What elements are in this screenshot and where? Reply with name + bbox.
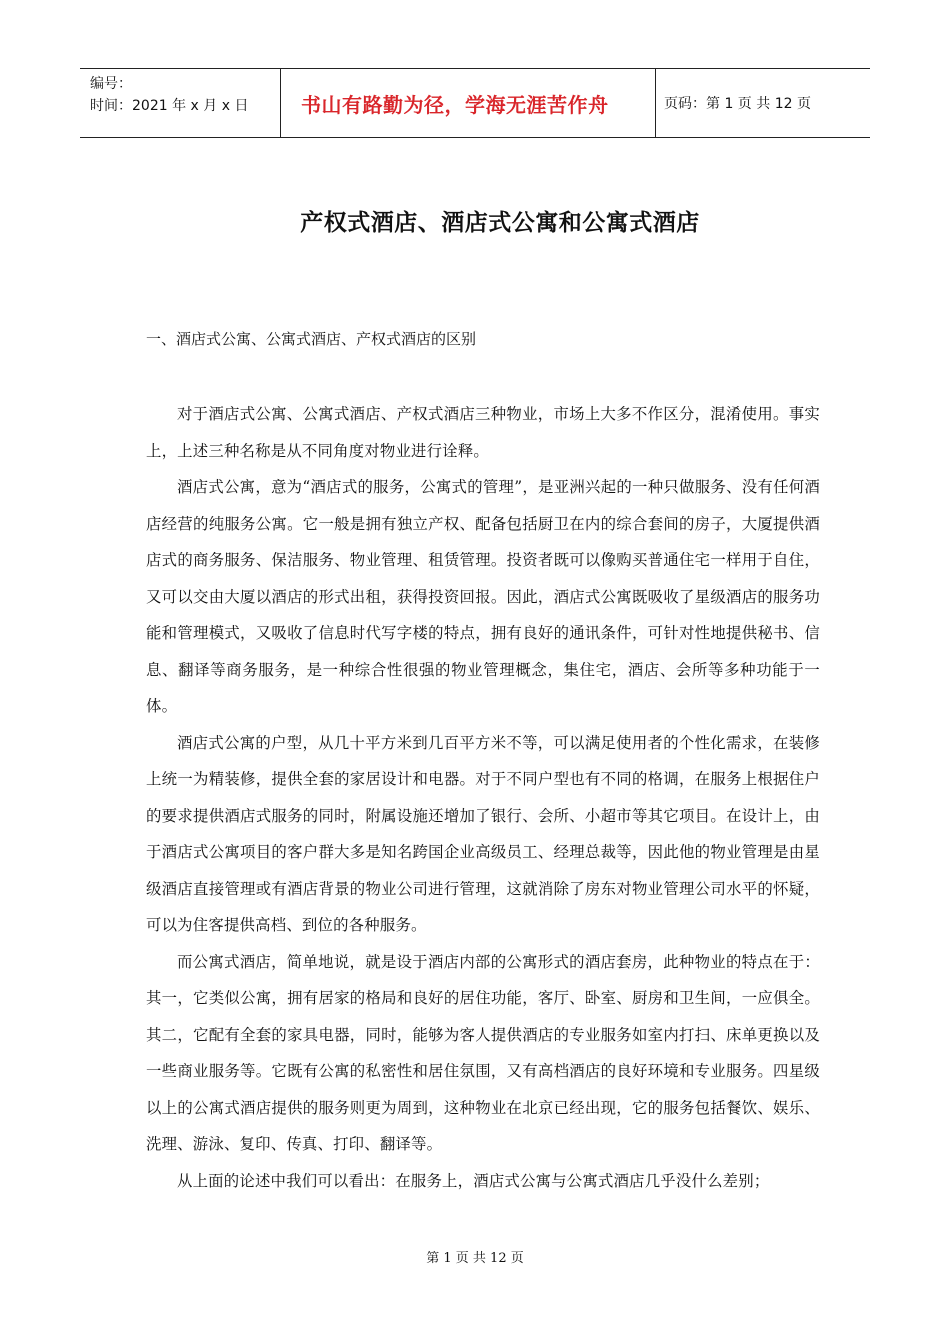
header-page-cell — [656, 69, 870, 137]
document-title: 产权式酒店、酒店式公寓和公寓式酒店 — [300, 209, 700, 236]
document-number-label: 编号： — [90, 76, 132, 92]
paragraph: 而公寓式酒店，简单地说，就是设于酒店内部的公寓形式的酒店套房，此种物业的特点在于：其一，它类似公寓，拥有居家的格局和良好的居住功能，客厅、卧室、厨房和卫生间，一应俱全。其二，它配有全套的家具电器，同时，能够为客人提供酒店的专业服务如室内打扫、床单更换以及一些商业服务等。它既有公寓的私密性和居住氛围，又有高档酒店的良好环境和专业服务。四星级以上的公寓式酒店提供的服务则更为周到，这种物业在北京已经出现，它的服务包括餐饮、娱乐、洗理、游泳、复印、传真、打印、翻译等。 — [146, 952, 820, 1153]
paragraph: 对于酒店式公寓、公寓式酒店、产权式酒店三种物业，市场上大多不作区分，混淆使用。事实上，上述三种名称是从不同角度对物业进行诠释。 — [146, 405, 820, 460]
document-body — [146, 396, 820, 1199]
section-heading: 一、酒店式公寓、公寓式酒店、产权式酒店的区别 — [146, 330, 477, 348]
paragraph: 酒店式公寓，意为“酒店式的服务，公寓式的管理”，是亚洲兴起的一种只做服务、没有任何酒店经营的纯服务公寓。它一般是拥有独立产权、配备包括厨卫在内的综合套间的房子，大厦提供酒店式的商务服务、保洁服务、物业管理、租赁管理。投资者既可以像购买普通住宅一样用于自住，又可以交由大厦以酒店的形式出租，获得投资回报。因此，酒店式公寓既吸收了星级酒店的服务功能和管理模式，又吸收了信息时代写字楼的特点，拥有良好的通讯条件，可针对性地提供秘书、信息、翻译等商务服务，是一种综合性很强的物业管理概念，集住宅，酒店、会所等多种功能于一体。 — [146, 478, 820, 715]
page-footer: 第 1 页 共 12 页 — [426, 1251, 524, 1266]
document-date-label: 时间：2021 年 x 月 x 日 — [90, 98, 249, 114]
paragraph: 从上面的论述中我们可以看出：在服务上，酒店式公寓与公寓式酒店几乎没什么差别； — [177, 1171, 770, 1190]
header-meta-cell — [80, 69, 281, 137]
paragraph: 酒店式公寓的户型，从几十平方米到几百平方米不等，可以满足使用者的个性化需求，在装修上统一为精装修，提供全套的家居设计和电器。对于不同户型也有不同的格调，在服务上根据住户的要求提供酒店式服务的同时，附属设施还增加了银行、会所、小超市等其它项目。在设计上，由于酒店式公寓项目的客户群大多是知名跨国企业高级员工、经理总裁等，因此他的物业管理是由星级酒店直接管理或有酒店背景的物业公司进行管理，这就消除了房东对物业管理公司水平的怀疑，可以为住客提供高档、到位的各种服务。 — [146, 733, 820, 934]
header-page-info: 页码：第 1 页 共 12 页 — [664, 96, 811, 112]
document-header — [80, 68, 870, 138]
header-motto-cell — [281, 69, 656, 137]
header-motto: 书山有路勤为径，学海无涯苦作舟 — [301, 92, 609, 117]
